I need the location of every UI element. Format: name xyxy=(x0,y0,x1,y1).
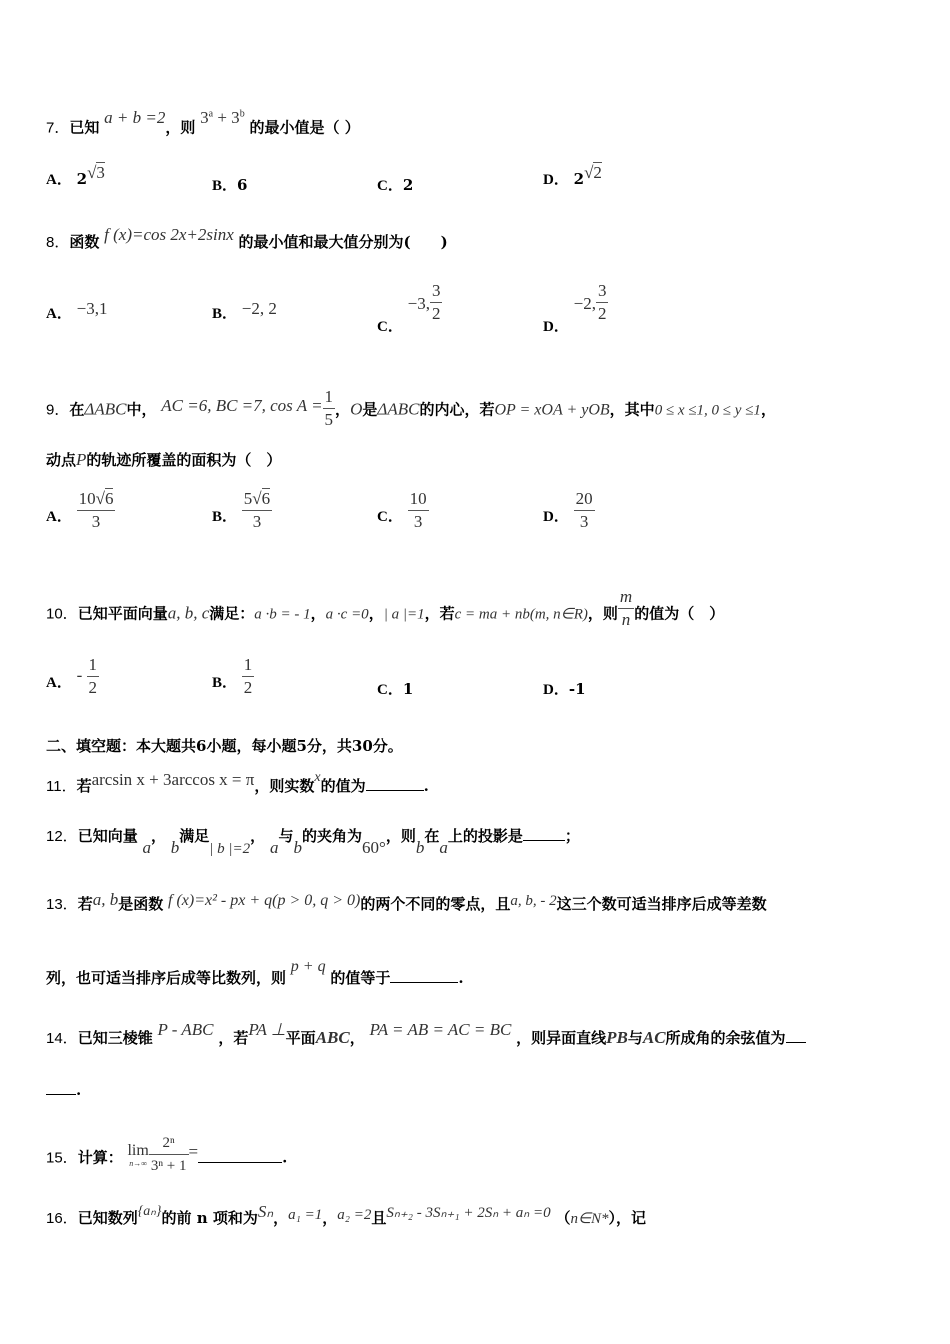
q12-text-5: 与 xyxy=(278,827,294,845)
question-number: 9． xyxy=(46,401,70,419)
option-value: 6 xyxy=(237,176,248,194)
q7-m2-exp1: a xyxy=(208,108,214,119)
q16-text-2: 的前 n 项和为 xyxy=(161,1209,258,1227)
q10-math-1: a, b, c xyxy=(167,603,210,623)
equals-sign: = xyxy=(188,1141,199,1161)
option-value: 1 xyxy=(402,680,414,698)
q16-math-1: {aₙ} xyxy=(137,1204,162,1219)
option-label: C． xyxy=(377,178,403,194)
q13-text-2: 是函数 xyxy=(118,895,164,913)
q12-math-6: 60° xyxy=(362,838,386,857)
q10-math-5: c = ma + nb(m, n∈R) xyxy=(454,606,588,623)
q7-math-2 xyxy=(200,108,245,127)
q16-text-3: ， xyxy=(273,1209,289,1227)
radicand: 6 xyxy=(261,489,271,508)
option-label: B． xyxy=(212,508,238,525)
option-value: -1 xyxy=(568,680,586,698)
numerator: 2ⁿ xyxy=(149,1132,189,1155)
q7-option-d xyxy=(543,163,602,189)
option-value: 2 xyxy=(76,170,88,188)
q14-math-2: PA ⊥ xyxy=(248,1020,286,1039)
option-value: 2 xyxy=(573,170,585,188)
radicand: 2 xyxy=(593,163,602,182)
q9-text-6: ，其中 xyxy=(609,400,655,419)
q11-math-1: arcsin x + 3arccos x = π xyxy=(91,770,255,789)
question-14-line-2 xyxy=(46,1080,81,1100)
q7-text-2: ，则 xyxy=(165,118,196,137)
option-label: B． xyxy=(212,674,238,691)
q12-text-8: 在 xyxy=(424,827,440,845)
q14-text-2: ，若 xyxy=(218,1029,249,1047)
q10-text-4: ， xyxy=(368,604,384,623)
q9-text-3: ， xyxy=(335,400,351,419)
option-label: C． xyxy=(377,508,403,525)
denominator: 2 xyxy=(88,678,98,697)
q9-text-5: 的内心，若 xyxy=(419,400,495,419)
q8-option-a xyxy=(46,299,108,323)
q14-text-6: 与 xyxy=(627,1029,643,1047)
q14-text-7: 所成角的余弦值为 xyxy=(665,1029,786,1047)
q10-text-2: 满足： xyxy=(209,604,255,623)
q9-text-7: ， xyxy=(760,400,776,419)
q16-math-6: n∈N* xyxy=(570,1211,609,1227)
q8-text-1: 函数 xyxy=(69,233,100,251)
q12-text-10: ； xyxy=(564,827,580,845)
q10-text-3: ， xyxy=(310,604,326,623)
q10-text-7: 的值为（ ） xyxy=(634,604,725,623)
q14-math-1: P - ABC xyxy=(157,1020,214,1039)
question-number: 11． xyxy=(46,778,77,795)
q8-text-2: 的最小值和最大值分别为( ) xyxy=(238,233,448,251)
q14-text-1: 已知三棱锥 xyxy=(77,1029,153,1047)
q9-text-1: 在 xyxy=(69,400,85,419)
numerator: 3 xyxy=(596,280,609,303)
q14-text-5: ，则异面直线 xyxy=(516,1029,607,1047)
q10-option-d xyxy=(543,678,586,699)
option-fraction xyxy=(574,488,595,533)
option-prefix: −2, xyxy=(573,293,596,313)
q12-math-5: b xyxy=(293,838,302,857)
q16-math-5: Sₙ₊₂ - 3Sₙ₊₁ + 2Sₙ + aₙ =0 xyxy=(386,1205,551,1221)
q12-text-1: 已知向量 xyxy=(77,827,138,845)
option-label: D． xyxy=(543,172,569,188)
q10-option-b xyxy=(212,654,254,699)
question-9-line-2 xyxy=(46,450,281,470)
q13-l2-text-2: 的值等于 xyxy=(330,969,391,987)
q8-option-b xyxy=(212,299,277,323)
option-label: C． xyxy=(377,318,403,335)
q12-text-6: 的夹角为 xyxy=(301,827,362,845)
option-fraction xyxy=(87,654,100,699)
sqrt: √3 xyxy=(87,163,105,182)
q7-m2-plus: + 3 xyxy=(213,107,240,127)
q11-text-4: . xyxy=(423,777,429,795)
q7-text-1: 已知 xyxy=(69,118,100,137)
answer-blank-cont[interactable] xyxy=(46,1082,76,1095)
section-2-title: 二、填空题：本大题共6小题，每小题5分，共30分。 xyxy=(46,737,403,755)
question-14 xyxy=(46,1020,806,1049)
q16-math-3: a₁ =1 xyxy=(288,1207,323,1223)
question-7 xyxy=(46,107,360,139)
q14-math-5: PB xyxy=(606,1028,628,1047)
q9-math-1: ΔABC xyxy=(84,399,127,419)
option-fraction xyxy=(242,488,272,533)
q15-text-2: . xyxy=(282,1148,288,1167)
question-9 xyxy=(46,388,776,433)
q12-math-2: b xyxy=(170,838,180,857)
q10-math-2: a ·b = - 1 xyxy=(254,606,311,623)
q13-text-3: 的两个不同的零点，且 xyxy=(360,895,511,913)
option-label: C． xyxy=(377,682,403,698)
q16-text-6: （ xyxy=(555,1209,571,1227)
q9-option-a xyxy=(46,488,115,533)
q16-text-7: ），记 xyxy=(608,1209,647,1227)
q14-math-6: AC xyxy=(642,1028,666,1047)
answer-blank[interactable] xyxy=(523,828,565,841)
q7-text-3: 的最小值是（ ） xyxy=(249,118,360,137)
q13-math-2: f (x)=x² - px + q(p > 0, q > 0) xyxy=(168,892,361,909)
q13-l2-text-1: 列，也可适当排序后成等比数列，则 xyxy=(46,969,287,987)
question-number: 7． xyxy=(46,119,70,137)
numerator: 1 xyxy=(242,654,255,677)
numerator: 10 xyxy=(408,488,429,511)
question-13-line-2 xyxy=(46,958,464,989)
q12-math-8: a xyxy=(439,838,448,857)
question-8 xyxy=(46,225,448,253)
q13-math-1: a, b xyxy=(92,890,119,909)
option-value: −2, 2 xyxy=(241,299,277,318)
q8-math-1: f (x)=cos 2x+2sinx xyxy=(104,225,234,244)
q13-text-1: 若 xyxy=(77,895,93,913)
question-number: 13． xyxy=(46,896,78,913)
option-fraction xyxy=(408,488,429,533)
denominator: 3 xyxy=(413,512,423,531)
question-16 xyxy=(46,1202,647,1230)
answer-blank[interactable] xyxy=(198,1150,282,1163)
q7-math-1: a + b =2 xyxy=(104,107,166,127)
q12-math-7: b xyxy=(415,838,425,857)
option-value: −3,1 xyxy=(76,299,108,318)
q9-math-6: 0 ≤ x ≤1, 0 ≤ y ≤1 xyxy=(654,402,761,419)
denominator: 2 xyxy=(243,678,253,697)
q11-math-2: x xyxy=(314,770,321,785)
question-10 xyxy=(46,587,725,637)
q14-math-4: PA = AB = AC = BC xyxy=(369,1020,512,1039)
lim-text: lim xyxy=(127,1141,149,1159)
denominator: 2 xyxy=(597,304,607,323)
q9-math-2: AC =6, BC =7, cos A = xyxy=(161,395,323,415)
q9-option-d xyxy=(543,488,595,533)
q12-math-1: a xyxy=(142,838,151,857)
radicand: 3 xyxy=(96,163,105,182)
q9-l2-text-1: 动点 xyxy=(46,451,77,469)
q9-text-4: 是 xyxy=(362,400,378,419)
denominator: 3 xyxy=(579,512,589,531)
q8-option-d xyxy=(543,280,608,335)
q14-text-4: ， xyxy=(349,1029,365,1047)
q10-option-c xyxy=(377,678,413,699)
numerator: 20 xyxy=(574,488,595,511)
q9-option-b xyxy=(212,488,272,533)
radicand: 6 xyxy=(104,489,114,508)
option-label: D． xyxy=(543,508,569,525)
option-label: D． xyxy=(543,318,569,335)
option-label: D． xyxy=(543,682,569,698)
q10-text-1: 已知平面向量 xyxy=(77,604,168,623)
numerator: 5√6 xyxy=(242,488,272,511)
option-prefix: - xyxy=(76,665,87,685)
q7-option-b xyxy=(212,174,247,195)
q12-text-4: ， xyxy=(250,827,266,845)
option-label: A． xyxy=(46,508,72,525)
q12-math-3: | b |=2 xyxy=(209,841,251,857)
num-coef: 10 xyxy=(78,489,96,508)
q14-l2-text-1: . xyxy=(76,1081,82,1099)
q15-fraction xyxy=(149,1132,189,1177)
denominator: 3 xyxy=(91,512,101,531)
option-fraction xyxy=(242,654,255,699)
q8-option-c xyxy=(377,280,442,335)
q10-option-a xyxy=(46,654,99,699)
q9-math-3: O xyxy=(350,399,363,419)
question-number: 16． xyxy=(46,1210,78,1227)
answer-blank[interactable] xyxy=(390,970,458,983)
q12-math-4: a xyxy=(269,838,279,857)
q7-option-a xyxy=(46,163,105,189)
option-label: A． xyxy=(46,172,72,188)
q7-option-c xyxy=(377,174,413,195)
q16-math-4: a₂ =2 xyxy=(337,1207,372,1223)
q9-math-4: ΔABC xyxy=(377,399,420,419)
q15-text-1: 计算： xyxy=(77,1148,123,1167)
q9-l2-text-2: 的轨迹所覆盖的面积为（ ） xyxy=(86,451,282,469)
q13-math-3: a, b, - 2 xyxy=(510,893,557,909)
option-fraction xyxy=(596,280,609,325)
q10-math-3: a ·c =0 xyxy=(325,606,369,623)
denominator: 3ⁿ + 1 xyxy=(150,1158,187,1174)
question-number: 15． xyxy=(46,1149,78,1167)
option-prefix: −3, xyxy=(407,293,430,313)
numerator: 3 xyxy=(430,280,443,303)
question-15 xyxy=(46,1136,287,1181)
numerator: m xyxy=(618,586,634,609)
q14-math-3: ABC xyxy=(315,1028,350,1047)
question-number: 14． xyxy=(46,1030,78,1047)
denominator: 2 xyxy=(431,304,441,323)
question-number: 12． xyxy=(46,828,78,845)
denominator: n xyxy=(621,610,631,629)
option-label: B． xyxy=(212,306,238,322)
q11-text-1: 若 xyxy=(76,777,92,795)
q7-m2-base: 3 xyxy=(200,107,209,127)
q9-text-2: 中， xyxy=(126,400,157,419)
q9-fraction xyxy=(323,386,336,431)
q12-text-7: ，则 xyxy=(385,827,416,845)
q10-math-4: | a |=1 xyxy=(383,606,425,623)
answer-blank[interactable] xyxy=(786,1030,806,1043)
denominator: 5 xyxy=(324,410,334,429)
lim-sub: n→∞ xyxy=(129,1158,147,1168)
question-11 xyxy=(46,770,429,798)
option-fraction xyxy=(430,280,443,325)
q13-l2-text-3: . xyxy=(458,969,464,987)
num-coef: 5 xyxy=(243,489,253,508)
q10-fraction xyxy=(618,586,634,631)
q12-text-9: 上的投影是 xyxy=(447,827,523,845)
denominator: 3 xyxy=(252,512,262,531)
numerator: 10√6 xyxy=(77,488,116,511)
q16-text-5: 且 xyxy=(371,1209,387,1227)
option-label: B． xyxy=(212,178,238,194)
answer-blank[interactable] xyxy=(366,778,424,791)
numerator: 1 xyxy=(87,654,100,677)
option-label: A． xyxy=(46,306,72,322)
q12-text-3: 满足 xyxy=(179,827,210,845)
q11-text-2: ，则实数 xyxy=(254,777,315,795)
q11-text-3: 的值为 xyxy=(320,777,366,795)
option-fraction xyxy=(77,488,116,533)
sqrt: √2 xyxy=(584,163,602,182)
q7-m2-exp2: b xyxy=(239,108,245,119)
numerator: 1 xyxy=(323,386,336,409)
question-12 xyxy=(46,826,580,857)
q14-text-3: 平面 xyxy=(285,1029,316,1047)
q9-math-5: OP = xOA + yOB xyxy=(494,401,610,419)
q13-text-4: 这三个数可适当排序后成等差数 xyxy=(556,895,767,913)
q10-text-6: ，则 xyxy=(587,604,618,623)
option-label: A． xyxy=(46,674,72,691)
question-13 xyxy=(46,890,767,915)
q9-option-c xyxy=(377,488,429,533)
q16-math-2: Sₙ xyxy=(257,1202,274,1221)
question-number: 8． xyxy=(46,234,70,251)
q13-l2-math-1: p + q xyxy=(290,958,326,975)
q10-text-5: ，若 xyxy=(424,604,455,623)
q9-l2-math-1: P xyxy=(76,450,87,469)
option-value: 2 xyxy=(402,176,414,194)
q16-text-4: ， xyxy=(322,1209,338,1227)
q16-text-1: 已知数列 xyxy=(77,1209,138,1227)
q12-text-2: ， xyxy=(150,827,166,845)
limit-operator xyxy=(127,1142,148,1168)
question-number: 10． xyxy=(46,605,78,623)
